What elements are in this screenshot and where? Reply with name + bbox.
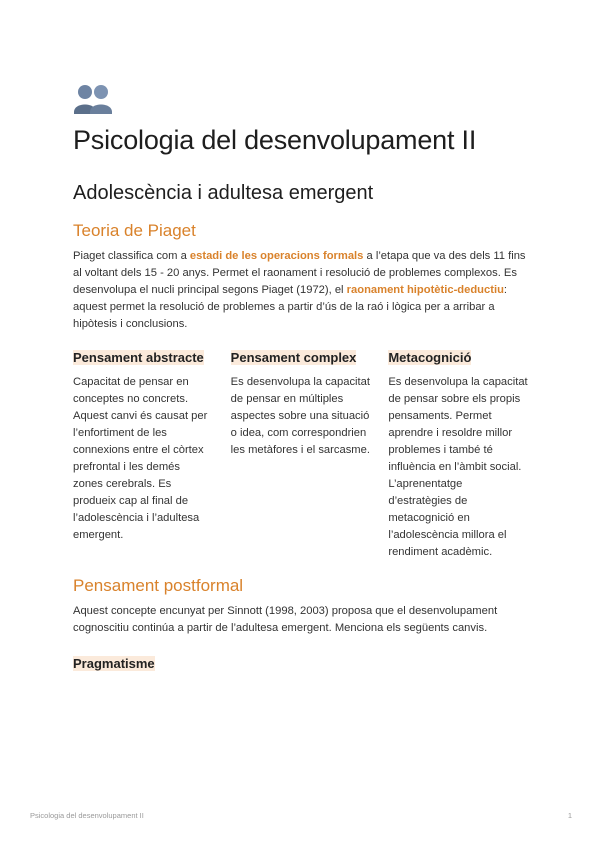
column-complex-thinking — [231, 349, 371, 561]
column-metacognition — [388, 349, 528, 561]
footer-title: Psicologia del desenvolupament II — [30, 811, 144, 820]
column-abstract-thinking — [73, 349, 213, 561]
hypothetico-deductive-term: raonament hipotètic-deductiu — [346, 284, 504, 296]
page-number: 1 — [567, 811, 572, 820]
document-page — [73, 82, 528, 672]
postformal-heading: Pensament postformal — [73, 576, 244, 595]
postformal-paragraph: Aquest concepte encunyat per Sinnott (1998, 2003) proposa que el desenvolupament cognoscitiu continúa a partir de l’adultesa emergent. Menciona els següents canvis. — [73, 605, 498, 634]
column-text: Es desenvolupa la capacitat de pensar en múltiples aspectes sobre una situació o idea, com correspondrien les metàfores i el sarcasme. — [230, 376, 370, 456]
page-title: Psicologia del desenvolupament II — [73, 125, 477, 155]
column-text: Es desenvolupa la capacitat de pensar sobre els propis pensaments. Permet aprendre i resoldre millor problemes i també té influència en l’àmbit social. L’aprenentatge d’estratègies de metacognició en l’adolescència millora el rendiment acadèmic. — [388, 376, 528, 558]
people-icon — [73, 82, 528, 120]
column-title: Metacognició — [388, 350, 472, 365]
page-footer — [30, 811, 572, 820]
piaget-paragraph: Piaget classifica com a estadi de les operacions formals a l’etapa que va des dels 11 fins al voltant dels 15 - 20 anys. Permet el raonament i resolució de problemes complexos. Es desenvolupa el nucli principal segons Piaget (1972), el raonament hipotètic-deductiu: aquest permet la resolució de problemes a partir d’ús de la raó i lògica per a arribar a hipòtesis i conclusions. — [73, 250, 526, 330]
pragmatism-heading: Pragmatisme — [73, 656, 155, 671]
section-title: Adolescència i adultesa emergent — [73, 182, 374, 204]
piaget-heading: Teoria de Piaget — [73, 221, 196, 240]
concept-columns — [73, 349, 528, 561]
column-text: Capacitat de pensar en conceptes no concrets. Aquest canvi és causat per l’enfortiment de les connexions entre el còrtex prefrontal i les demés zones cerebrals. Es produeix cap al final de l’adolescència i l’adultesa emergent. — [73, 376, 208, 541]
column-title: Pensament complex — [230, 350, 357, 365]
formal-operations-term: estadi de les operacions formals — [189, 250, 364, 262]
column-title: Pensament abstracte — [73, 350, 204, 365]
